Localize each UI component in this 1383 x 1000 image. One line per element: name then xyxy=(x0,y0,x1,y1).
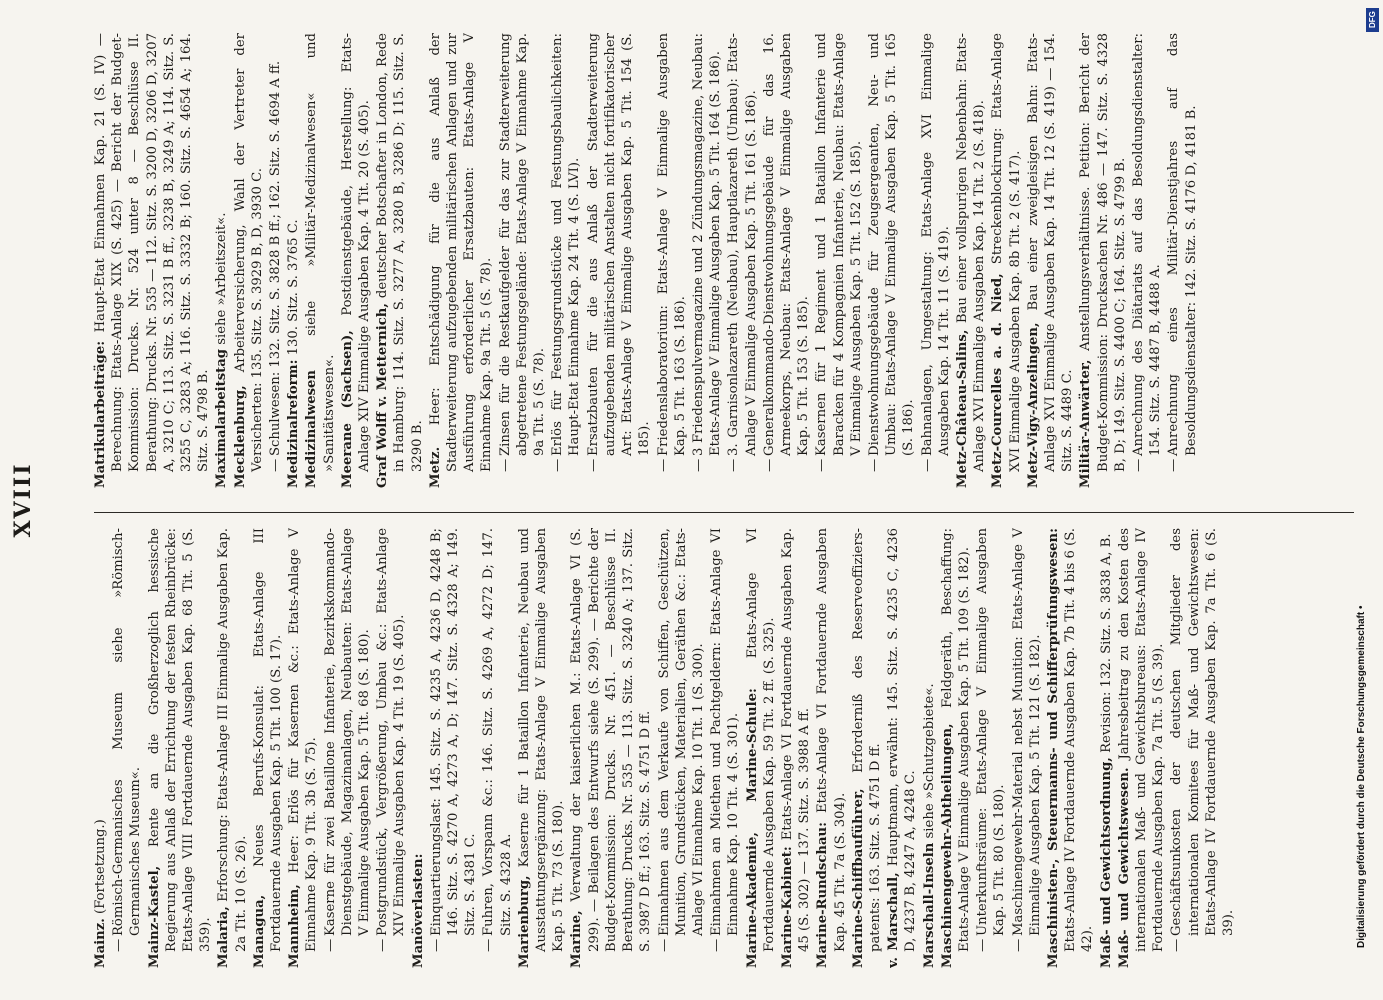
index-entry xyxy=(744,528,778,968)
entry-text: siehe »Schutzgebiete«. xyxy=(921,683,937,843)
index-entry xyxy=(427,33,496,488)
entry-heading: Mainz-Kastel, xyxy=(146,865,162,968)
index-entry xyxy=(1116,528,1168,968)
index-entry xyxy=(814,528,848,968)
index-entry xyxy=(921,528,938,968)
entry-text: Haupt-Etat Einnahmen Kap. 21 (S. IV) — Berechnung: Etats-Anlage XIX (S. 425) — Bericht der Budget-Kommission: Drucks. Nr. 524 unter 8 — Beschlüsse II. Berathung: Drucks. Nr. 535 — 112. Sitz. S. 3200 D, 3206 D, 3207 A, 3210 C; 113. Sitz. S. 3231 B ff., 3238 B, 3249 A; 114. Sitz. S. 3255 C, 3283 A; 116. Sitz. S. 3332 B; 160. Sitz. S. 4654 A; 164. Sitz. S. 4798 B. xyxy=(93,33,212,472)
entry-heading: Managua, xyxy=(251,894,267,968)
entry-heading: Medizinalreform: xyxy=(286,359,302,488)
subentry-dash: — xyxy=(761,458,777,472)
subentry-dash: — xyxy=(1166,458,1182,472)
index-entry xyxy=(1077,33,1129,488)
entry-text: Einnahmen aus dem Verkaufe von Schiffen, Geschützen, Munition, Grundstücken, Materialien, Geräthen &c.: Etats-Anlage VI Einnahme Kap. 10 Tit. 1 (S. 300). xyxy=(656,528,706,936)
entry-heading: v. Marschall, xyxy=(886,872,902,968)
entry-heading: Marine-Kabinet: xyxy=(779,846,795,968)
subentry-dash: — xyxy=(866,458,882,472)
entry-text: Kaserne für zwei Bataillone Infanterie, Bezirkskommando-Dienstgebäude, Magazinanlagen, Neubauten: Etats-Anlage V Einmalige Ausgaben Kap. 5 Tit. 68 (S. 180). xyxy=(322,528,373,936)
entry-text: Neues Berufs-Konsulat: Etats-Anlage III Fortdauernde Ausgaben Kap. 5 Tit. 100 (S. 17). xyxy=(251,528,285,952)
entry-text: Geschäftsunkosten der deutschen Mitglieder des internationalen Komitees für Maß- und Gewichtswesen: Etats-Anlage IV Fortdauernde Ausgaben Kap. 7a Tit. 6 (S. 39). xyxy=(1169,528,1236,936)
entry-heading: Metz-Vigy-Anzelingen, xyxy=(1025,322,1041,488)
index-entry xyxy=(885,528,919,968)
entry-heading: Maschinisten-, Steuermanns- und Schifferprüfungswesen: xyxy=(1045,528,1061,968)
entry-text: Bahnanlagen, Umgestaltung: Etats-Anlage XVI Einmalige Ausgaben Kap. 14 Tit. 11 (S. 419). xyxy=(919,33,952,456)
dfg-logo: DFG xyxy=(1366,8,1379,32)
index-entry xyxy=(974,528,1008,968)
entry-text: Erforschung: Etats-Anlage III Einmalige Ausgaben Kap. 2a Tit. 10 (S. 26). xyxy=(216,528,249,952)
index-entry xyxy=(267,33,284,488)
index-entry xyxy=(1165,33,1199,488)
entry-heading: Medizinalwesen xyxy=(304,369,320,488)
entry-heading: Marine-Akademie, Marine-Schule: xyxy=(744,688,760,968)
subentry-dash: — xyxy=(585,458,601,472)
index-entry xyxy=(568,528,654,968)
index-entry xyxy=(779,528,813,968)
entry-heading: Maximalarbeitstag xyxy=(214,348,230,488)
page-number: XVIII xyxy=(10,462,36,538)
entry-heading: Meerane (Sachsen), xyxy=(339,330,355,488)
entry-text: Feldgeräth, Beschaffung: Etats-Anlage V Einmalige Ausgaben Kap. 5 Tit. 109 (S. 182). xyxy=(939,528,972,952)
index-entry xyxy=(322,528,374,968)
entry-heading: Mecklenburg, xyxy=(232,385,248,488)
entry-text: Einnahmen an Miethen und Pachtgeldern: Etats-Anlage VI Einnahme Kap. 10 Tit. 4 (S. 301). xyxy=(709,528,742,936)
index-entry xyxy=(215,528,249,968)
index-entry xyxy=(690,33,724,488)
subentry-dash: — xyxy=(1130,458,1146,472)
entry-text: Anrechnung eines Militär-Dienstjahres auf das Besoldungsdienstalter: 142. Sitz. S. 4176 D, 4181 B. xyxy=(1166,33,1199,456)
index-entry xyxy=(410,528,427,968)
entry-text: Streckenblockirung: Etats-Anlage XVI Einmalige Ausgaben Kap. 8b Tit. 2 (S. 417). xyxy=(990,33,1023,472)
index-entry xyxy=(480,528,514,968)
entry-text: Etats-Anlage IV Fortdauernde Ausgaben Kap. 7b Tit. 4 bis 6 (S. 42). xyxy=(1063,528,1096,952)
entry-text: Bau einer vollspurigen Nebenbahn: Etats-Anlage XVI Einmalige Ausgaben Kap. 14 Tit. 2 (S. 418). xyxy=(954,33,988,472)
subentry-dash: — xyxy=(814,458,830,472)
subentry-dash: — xyxy=(690,458,706,472)
entry-text: (Fortsetzung.) xyxy=(93,819,108,919)
index-entry xyxy=(146,528,215,968)
subentry-dash: — xyxy=(375,938,391,952)
index-entry xyxy=(725,33,759,488)
entry-text: siehe »Militär-Medizinalwesen« und »Sanitätswesen«. xyxy=(304,33,337,472)
column-divider xyxy=(94,512,1354,513)
entry-text: Unterkunftsräume: Etats-Anlage V Einmalige Ausgaben Kap. 5 Tit. 80 (S. 180). xyxy=(975,528,1008,936)
entry-text: Verwaltung der kaiserlichen M.: Etats-Anlage VI (S. 299). — Beilagen des Entwurfs siehe (S. 299). — Berichte der Budget-Kommission: Drucks. Nr. 451. — Beschlüsse II. Berathung: Drucks. Nr. 535 — 113. Sitz. S. 3240 A; 137. Sitz. S. 3987 D ff.; 163. Sitz. S. 4751 D ff. xyxy=(569,528,654,952)
subentry-dash: — xyxy=(111,938,127,952)
subentry-dash: — xyxy=(481,938,497,952)
index-entry xyxy=(213,33,230,488)
entry-text: Erlös für Festungsgrundstücke und Festungsbaulichkeiten: Haupt-Etat Einnahme Kap. 24 Tit. 4 (S. LVI). xyxy=(550,33,583,456)
index-entry xyxy=(866,33,918,488)
entry-text: Anrechnung des Diätariats auf das Besoldungsdienstalter: 154. Sitz. S. 4487 B, 4488 A. xyxy=(1130,33,1164,456)
index-column-right xyxy=(92,33,1345,488)
index-entry xyxy=(850,528,884,968)
entry-text: Friedenslaboratorium: Etats-Anlage V Einmalige Ausgaben Kap. 5 Tit. 163 (S. 186). xyxy=(655,33,688,456)
entry-heading: Marine-Rundschau: xyxy=(815,822,831,968)
entry-text: Maschinengewehr-Material nebst Munition: Etats-Anlage V Einmalige Ausgaben Kap. 5 Tit. 121 (S. 182). xyxy=(1010,528,1043,936)
entry-heading: Militär-Anwärter, xyxy=(1078,359,1094,488)
index-entry xyxy=(92,33,212,488)
subentry-dash: — xyxy=(726,458,742,472)
entry-text: Arbeiterversicherung, Wahl der Vertreter der Versicherten: 135. Sitz. S. 3929 B, D, 3930 C. xyxy=(232,33,265,472)
index-entry xyxy=(110,528,144,968)
index-entry xyxy=(1168,528,1237,968)
index-column-left xyxy=(92,528,1345,968)
entry-text: Etats-Anlage VI Fortdauernde Ausgaben Kap. 59 Tit. 2 ff. (S. 325). xyxy=(744,528,777,952)
subentry-dash: — xyxy=(268,458,284,472)
index-entry xyxy=(1025,33,1077,488)
index-entry xyxy=(92,528,109,968)
entry-text: Heer: Entschädigung für die aus Anlaß der Stadterweiterung aufzugebenden militärischen Anlagen und zur Ausführung erforderlicher Ersatzbauten: Etats-Anlage V Einnahme Kap. 9a Tit. 5 (S. 78). xyxy=(427,33,495,472)
subentry-dash: — xyxy=(709,938,725,952)
index-entry xyxy=(339,33,373,488)
entry-text: Kasernen für 1 Regiment und 1 Bataillon Infanterie und Baracken für 4 Kompagnien Infanterie, Neubau: Etats-Anlage V Einmalige Ausgaben Kap. 5 Tit. 152 (S. 185). xyxy=(814,33,864,456)
entry-text: deutscher Botschafter in London, Rede in Hamburg: 114. Sitz. S. 3277 A, 3280 B, 3286 D; 115. Sitz. S. 3290 B. xyxy=(375,33,425,472)
index-entry xyxy=(428,528,480,968)
entry-text: Schulwesen: 132. Sitz. S. 3828 B ff.; 162. Sitz. S. 4694 A ff. xyxy=(268,60,284,456)
entry-heading: Marine-Schiffbauführer, xyxy=(850,788,866,968)
entry-heading: Maß- und Gewichtsordnung, xyxy=(1098,757,1114,968)
entry-heading: Maß- und Gewichtswesen. xyxy=(1116,767,1132,968)
index-entry xyxy=(251,528,285,968)
entry-text: Zinsen für die Restkaufgelder für das zur Stadterweiterung abgetretene Festungsgelände: Etats-Anlage V Einnahme Kap. 9a Tit. 5 (S. 78). xyxy=(497,33,548,456)
index-entry xyxy=(285,33,302,488)
entry-text: Hauptmann, erwähnt: 145. Sitz. S. 4235 C, 4236 D, 4237 B, 4247 A, 4248 C. xyxy=(886,528,919,952)
entry-heading: Metz-Château-Salins, xyxy=(954,329,970,488)
subentry-dash: — xyxy=(1010,938,1026,952)
entry-text: Jahresbeitrag zu den Kosten des internationalen Maß- und Gewichtsbureaus: Etats-Anlage IV Fortdauernde Ausgaben Kap. 7a Tit. 5 (S. 39). xyxy=(1116,528,1167,952)
entry-heading: Mannheim, xyxy=(287,884,303,968)
entry-text: Einquartierungslast: 145. Sitz. S. 4235 A, 4236 D, 4248 B; 146. Sitz. S. 4270 A, 4273 A, D; 147. Sitz. S. 4328 A; 149. Sitz. S. 4381 C. xyxy=(428,528,479,936)
entry-text: Postgrundstück, Vergrößerung, Umbau &c.: Etats-Anlage XIV Einmalige Ausgaben Kap. 4 Tit. 19 (S. 405). xyxy=(375,528,408,936)
index-entry xyxy=(1010,528,1044,968)
index-entry xyxy=(374,528,408,968)
index-entry xyxy=(549,33,583,488)
index-entry xyxy=(286,528,320,968)
index-entry xyxy=(1098,528,1115,968)
index-entry xyxy=(585,33,654,488)
entry-heading: Marienburg, xyxy=(516,875,532,968)
index-entry xyxy=(374,33,426,488)
entry-text: Etats-Anlage VI Fortdauernde Ausgaben Kap. 45 (S. 302) — 137. Sitz. S. 3988 A ff. xyxy=(779,528,813,952)
index-entry xyxy=(761,33,813,488)
index-entry xyxy=(1045,528,1097,968)
entry-text: 3 Friedenspulvermagazine und 2 Zündungsmagazine, Neubau: Etats-Anlage V Einmalige Ausgaben Kap. 5 Tit. 164 (S. 186). xyxy=(690,33,724,456)
entry-text: Postdienstgebäude, Herstellung: Etats-Anlage XIV Einmalige Ausgaben Kap. 4 Tit. 20 (S. 405). xyxy=(339,33,373,472)
entry-text: Erforderniß des Reserveoffiziers-patents: 163. Sitz. S. 4751 D ff. xyxy=(850,528,883,952)
entry-text: Anstellungsverhältnisse. Petition: Bericht der Budget-Kommission: Drucksachen Nr. 486 — 147. Sitz. S. 4328 B, D; 149. Sitz. S. 4400 C; 164. Sitz. S. 4799 B. xyxy=(1078,33,1128,472)
entry-text: 130. Sitz. S. 3765 C. xyxy=(286,219,302,360)
entry-text: Rente an die Großherzoglich hessische Regierung aus Anlaß der Errichtung der festen Rheinbrücke: Etats-Anlage VIII Fortdauernde Ausgaben Kap. 68 Tit. 5 (S. 359). xyxy=(146,528,214,952)
entry-heading: Maschinengewehr-Abtheilungen, xyxy=(939,723,955,968)
entry-heading: Mainz. xyxy=(93,918,108,968)
index-entry xyxy=(516,528,568,968)
index-entry xyxy=(954,33,988,488)
index-entry xyxy=(919,33,953,488)
subentry-dash: — xyxy=(919,458,935,472)
entry-text: Fuhren, Vorspann &c.: 146. Sitz. S. 4269 A, 4272 D; 147. Sitz. S. 4328 A. xyxy=(481,528,514,936)
subentry-dash: — xyxy=(550,458,566,472)
entry-text: siehe »Arbeitszeit«. xyxy=(214,212,230,349)
entry-text: Ersatzbauten für die aus Anlaß der Stadterweiterung aufzugebenden militärischen Anstalten nicht fortifikatorischer Art: Etats-Anlage V Einmalige Ausgaben Kap. 5 Tit. 154 (S. 185). xyxy=(585,33,653,456)
entry-heading: Manöverlasten: xyxy=(410,853,426,968)
entry-text: Bau einer zweigleisigen Bahn: Etats-Anlage XVI Einmalige Ausgaben Kap. 14 Tit. 12 (S. 419) — 154. Sitz. S. 4489 C. xyxy=(1025,33,1076,472)
entry-text: Heer: Erlös für Kasernen &c.: Etats-Anlage V Einnahme Kap. 9 Tit. 3b (S. 75). xyxy=(287,528,320,952)
subentry-dash: — xyxy=(975,938,991,952)
index-entry xyxy=(232,33,266,488)
entry-text: Dienstwohnungsgebäude für Zeugsergeanten, Neu- und Umbau: Etats-Anlage V Einmalige Ausgaben Kap. 5 Tit. 165 (S. 186). xyxy=(866,33,917,456)
subentry-dash: — xyxy=(497,458,513,472)
entry-text: 3. Garnisonlazareth (Neubau), Hauptlazareth (Umbau): Etats-Anlage V Einmalige Ausgaben Kap. 5 Tit. 161 (S. 186). xyxy=(726,33,759,456)
entry-heading: Graf Wolff v. Metternich, xyxy=(375,303,391,488)
index-entry xyxy=(303,33,337,488)
subentry-dash: — xyxy=(1169,938,1185,952)
entry-text: Römisch-Germanisches Museum siehe »Römisch-Germanisches Museum«. xyxy=(111,528,144,936)
entry-text: Generalkommando-Dienstwohnungsgebäude für das 16. Armeekorps, Neubau: Etats-Anlage V Einmalige Ausgaben Kap. 5 Tit. 153 (S. 185). xyxy=(761,33,812,456)
entry-text: Etats-Anlage VI Fortdauernde Ausgaben Kap. 45 Tit. 7a (S. 304). xyxy=(815,528,848,952)
entry-heading: Matrikularbeiträge: xyxy=(93,340,108,488)
subentry-dash: — xyxy=(655,458,671,472)
entry-heading: Marine, xyxy=(569,910,585,968)
index-entry xyxy=(813,33,865,488)
subentry-dash: — xyxy=(428,938,444,952)
digitization-footer: Digitalisierung gefördert durch die Deutsche Forschungsgemeinschaft • xyxy=(1356,605,1367,948)
entry-text: Revision: 132. Sitz. S. 3838 A, B. xyxy=(1098,533,1114,758)
entry-text: Kaserne für 1 Bataillon Infanterie, Neubau und Ausstattungsergänzung: Etats-Anlage V Einmalige Ausgaben Kap. 5 Tit. 73 (S. 180). xyxy=(516,528,567,952)
subentry-dash: — xyxy=(656,938,672,952)
entry-heading: Metz-Courcelles a. d. Nied, xyxy=(990,273,1006,488)
index-entry xyxy=(939,528,973,968)
subentry-dash: — xyxy=(322,938,338,952)
index-entry xyxy=(708,528,742,968)
entry-heading: Malaria, xyxy=(216,906,232,968)
index-entry xyxy=(497,33,549,488)
index-entry xyxy=(655,33,689,488)
index-entry xyxy=(989,33,1023,488)
index-entry xyxy=(1130,33,1164,488)
entry-heading: Metz. xyxy=(427,446,443,488)
index-entry xyxy=(656,528,708,968)
entry-heading: Marschall-Inseln xyxy=(921,842,937,968)
